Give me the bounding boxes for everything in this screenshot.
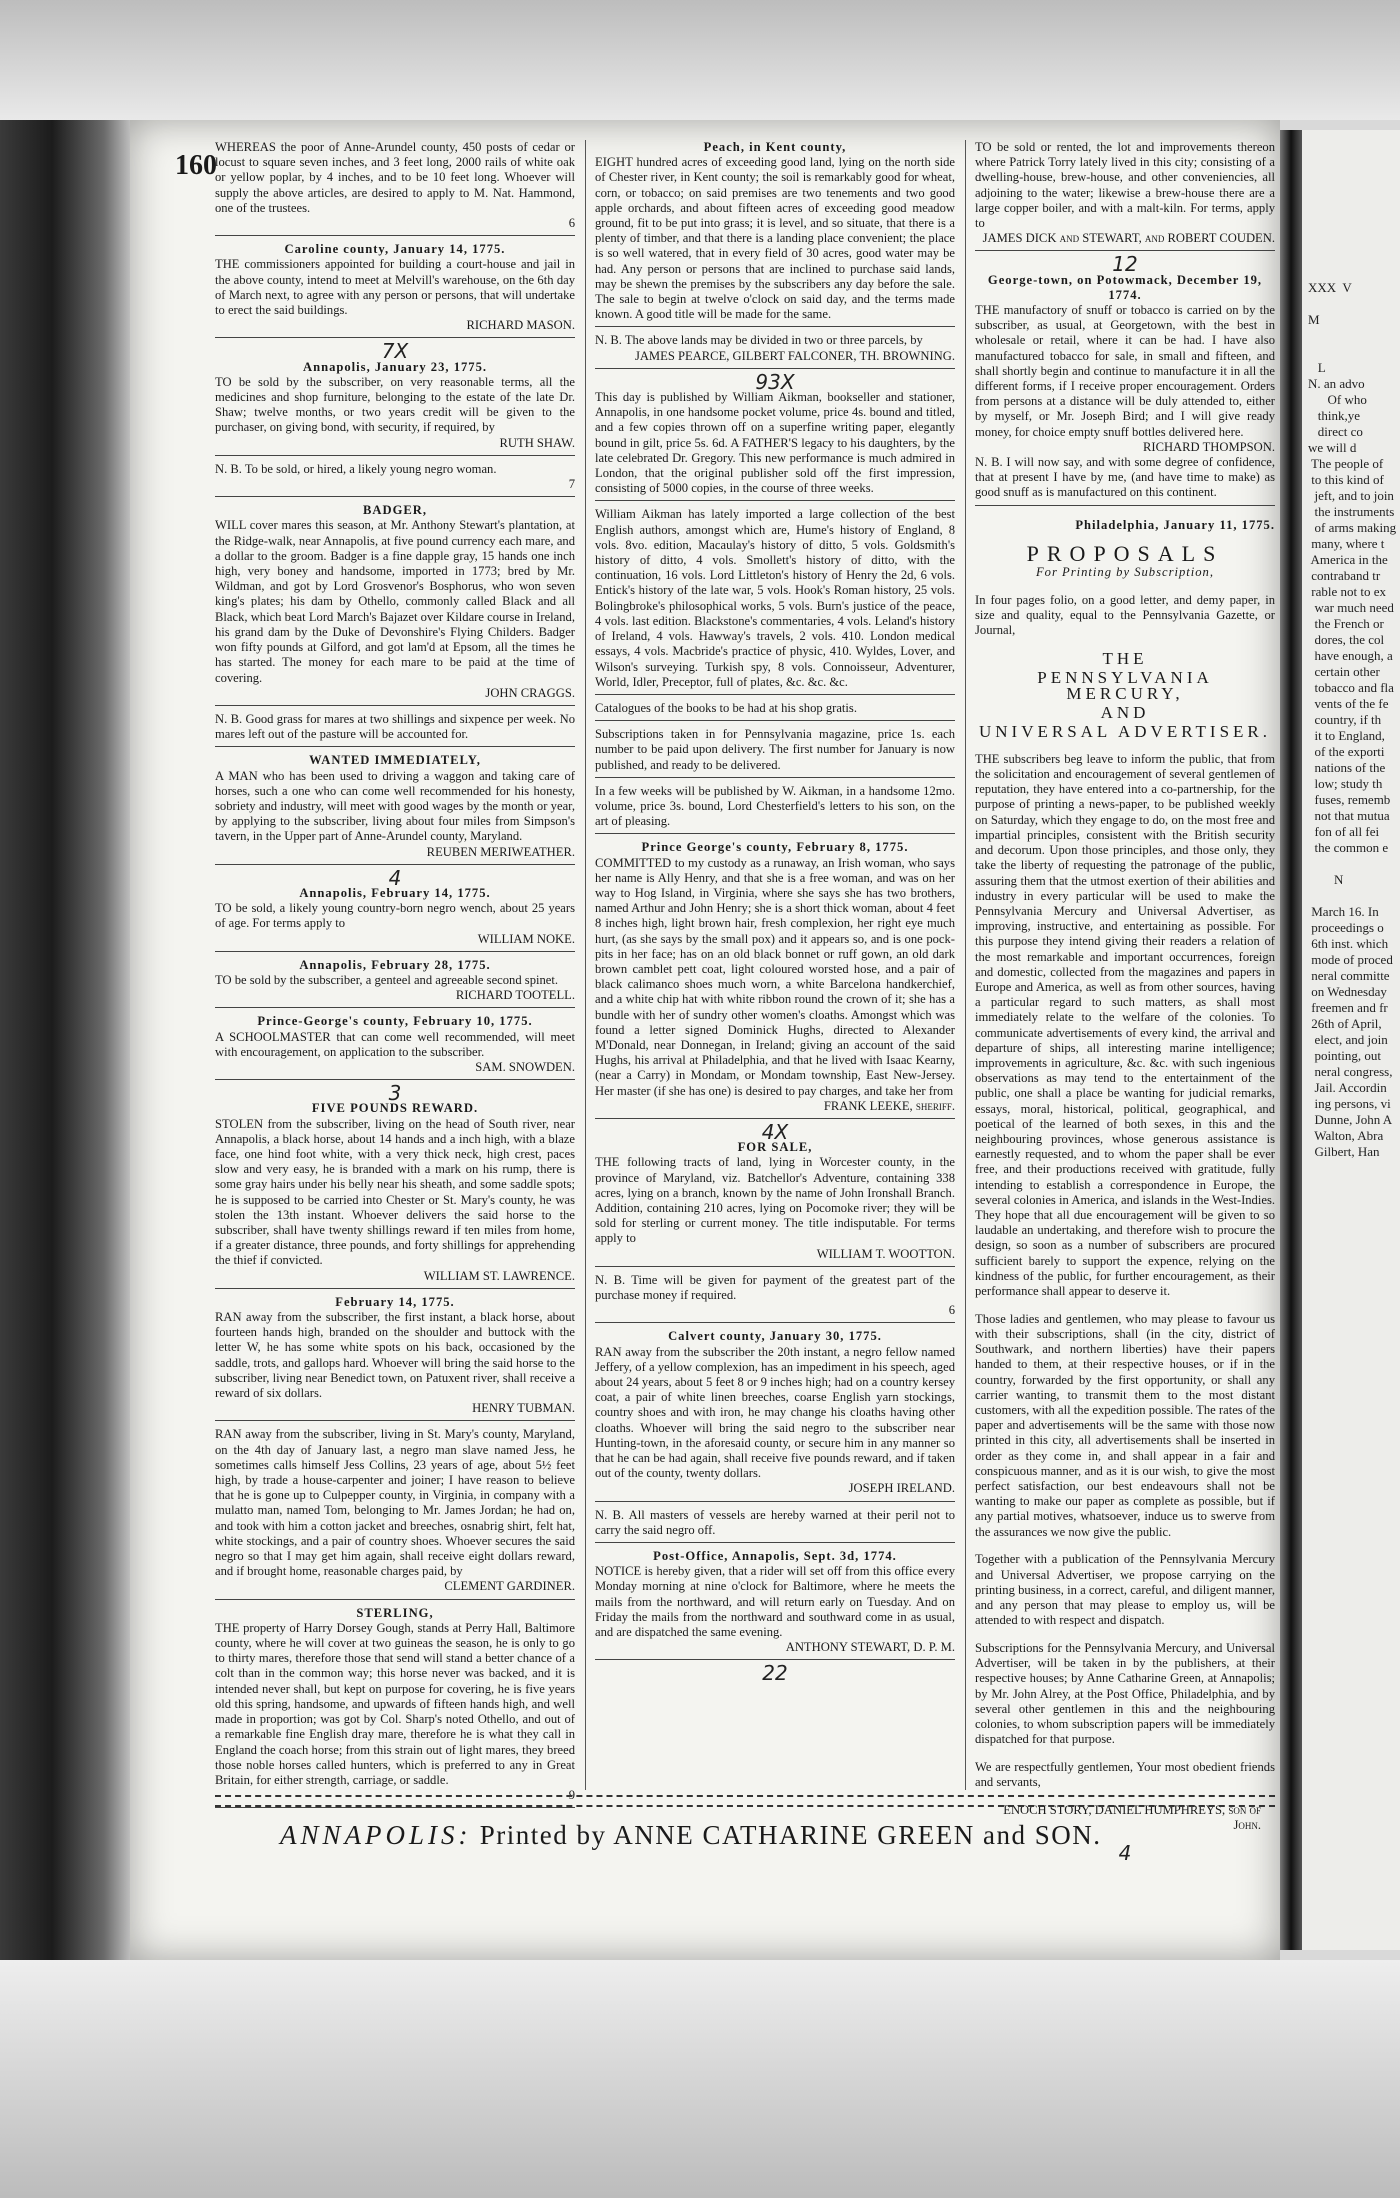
proposals-body: THE subscribers beg leave to inform the public, that from the solicitation and encouragement of several gentlemen of reputation, they have entered into a co-partnership, for the purpose of printing a news-paper, to be published weekly on Saturday, which they engage to do, on the most free and impartial principles, consistent with the British security and decorum. Upon those principles, and those only, they take the liberty of requesting the patronage of the public, assuring them that the utmost exertion of their abilities and industry in every particular will be used to make the Pennsylvania Mercury and Universal Advertiser, as improving, instructive, and entertaining as possible. For this purpose they intend giving their readers a relation of the most remarkable and important occurrences, foreign and domestic, collected from the magazines and papers in Europe and America, as well as from other sources, having a particular regard to such matters, as shall most immediately relate to the welfare of the colonies. To communicate advertisements of every kind, the arrival and departure of ships, all interesting marine intelligence; improvements in agriculture, &c. &c. with such ingenious observations as may tend to the entertainment of the public, one shall a place be wanting for judicial remarks, essays, moral, historical, political, geographical, and poetical of the learned of both sexes, in this and the neighbouring provinces, whose generous assistance is earnestly requested, and to whom the paper shall be ever free, and their productions received with gratitude, fully intending to establish a correspondence in Europe, the several colonies in America, and islands in the West-Indies. They hope that all due encouragement will be given to so laudable an undertaking, and therefore wish to procure the design, so soon as a number of subscribers are procured sufficient barely to support the expence, relying on the kindness of the public, for further encouragement, as their performance shall appear to deserve it. — [975, 751, 1275, 1298]
ad-text: STOLEN from the subscriber, living on the head of South river, near Annapolis, a black horse, about 14 hands and a inch high, with a blaze face, one hind foot white, with a very thick neck, high crest, paces slow and very easy, he is branded with a mark on his rump, there is some gray hairs under his belly near his sheath, and some saddle spots; he is supposed to be carried into Chester or St. Mary's county, he was stolen the 13th instant. Whoever delivers the said horse to the subscriber, shall have twenty shillings reward if ten miles from home, if a greater distance, three pounds, and forty shillings for apprehending the thief if convicted. — [215, 1116, 575, 1268]
ad-heading: Peach, in Kent county, — [703, 140, 847, 154]
column-1-ads — [215, 140, 575, 1808]
ad-text: NOTICE is hereby given, that a rider will set off from this office every Monday morning at nine o'clock for Baltimore, where he meets the mails from the northward, and will return early on Tuesday. And on Friday the mails from the northward and southward come in as usual, and are dispatched the same evening. — [595, 1564, 955, 1640]
ad-signature: WILLIAM NOKE. — [477, 931, 575, 946]
ad-heading: STERLING, — [356, 1605, 434, 1620]
ad-block — [595, 1549, 955, 1660]
ad-text: N. B. All masters of vessels are hereby warned at their peril not to carry the said negro off. — [595, 1507, 955, 1537]
ad-signature: RUTH SHAW. — [499, 435, 575, 450]
ornamental-border — [215, 1795, 1275, 1807]
ad-text: N. B. The above lands may be divided in two or three parcels, by — [595, 333, 923, 348]
ad-block — [975, 140, 1275, 251]
ad-block — [215, 712, 575, 747]
ad-block — [215, 462, 575, 497]
ad-block — [215, 1606, 575, 1809]
scan-top-shadow — [0, 0, 1400, 120]
ad-block — [215, 360, 575, 456]
proposals-body: Those ladies and gentlemen, who may please to favour us with their subscriptions, shall (in the city, district of Southwark, and northern liberties) have their papers handed to them, at their respective houses, or if in the country, forwarded by the first opportunity, or shall any carrier wanting, to transmit them to the most distant customers, with all the expedition possible. The rates of the paper and advertisements will be the same with those now printed in this city, all advertisements shall be inserted in order as they come in, and shall appear in a fair and conspicuous manner, and as it is our wish, to give the most perfect satisfaction, our best endeavours shall not be wanting to make our paper as complete as possible, but if any partial motives, whatsoever, induce us to swerve from the assurances we now give the public. — [975, 1311, 1275, 1539]
ad-signature: JOSEPH IRELAND. — [848, 1481, 955, 1496]
ad-signature: 9 — [568, 1788, 575, 1803]
ad-signature: RICHARD THOMPSON. — [1142, 439, 1275, 454]
ad-signature: SAM. SNOWDEN. — [475, 1059, 575, 1074]
ad-text: Catalogues of the books to be had at his shop gratis. — [595, 700, 857, 715]
ad-text: TO be sold, a likely young country-born negro wench, about 25 years of age. For terms apply to — [215, 901, 575, 931]
ad-text: TO be sold by the subscriber, a genteel and agreeable second spinet. — [215, 972, 559, 987]
ad-signature: ANTHONY STEWART, D. P. M. — [785, 1640, 955, 1655]
ad-text: RAN away from the subscriber the 20th instant, a negro fellow named Jeffery, of a yellow complexion, has an impediment in his speech, aged about 24 years, about 5 feet 8 or 9 inches high; had on a country kersey coat, a pair of white linen breeches, coarse English yarn stockings, country shoes and with iron, he may change his cloaths having other cloaths. Whoever will bring the said negro to the subscriber near Hunting-town, in the aforesaid county, or secure him in any manner so that he can be had again, shall receive five pounds reward, and if taken out of the county, twenty dollars. — [595, 1344, 955, 1481]
proposals-and: AND — [1100, 702, 1150, 722]
proposals-signatures: ENOCH STORY, DANIEL HUMPHREYS, son of John. — [1003, 1803, 1261, 1833]
column-1 — [215, 140, 575, 1803]
ad-signature: JOHN CRAGGS. — [485, 685, 575, 700]
ad-signature: WILLIAM ST. LAWRENCE. — [423, 1268, 575, 1283]
proposals-subtitle: For Printing by Subscription, — [1035, 565, 1215, 580]
scan-bottom-shadow — [0, 1960, 1400, 2198]
proposals-closing: We are respectfully gentlemen, Your most obedient friends and servants, — [975, 1760, 1275, 1790]
ad-block — [215, 503, 575, 706]
ad-heading: Prince George's county, February 8, 1775. — [641, 840, 909, 855]
ad-text: A MAN who has been used to driving a waggon and taking care of horses, such a one who can come well recommended for his honesty, sobriety and industry, will meet with good wages by the month or year, by applying to the subscriber, living about four miles from Simpson's tavern, in the Upper part of Anne-Arundel county, Maryland. — [215, 768, 575, 844]
ad-text: Subscriptions taken in for Pennsylvania magazine, price 1s. each number to be paid upon delivery. The first number for January is now published, and ready to be delivered. — [595, 727, 955, 772]
ad-text: This day is published by William Aikman, bookseller and stationer, Annapolis, in one handsome pocket volume, price 4s. bound and titled, and a few copies thrown off on a superfine writing paper, elegantly bound in gilt, price 5s. 6d. A FATHER'S legacy to his daughters, by the late celebrated Dr. Gregory. This new performance is much admired in London, that the original publisher sold off the first impression, consisting of 5000 copies, in the course of three weeks. — [595, 390, 955, 496]
ad-block — [595, 701, 955, 721]
ad-heading: Caroline county, January 14, 1775. — [284, 242, 506, 257]
handwritten-mark: 22 — [762, 1661, 788, 1686]
ad-text: EIGHT hundred acres of exceeding good land, lying on the north side of Chester river, in Kent county; the soil is remarkably good for wheat, corn, or tobacco; on said premises are two tenements and two good apple orchards, and about fifteen acres of exceeding good meadow ground, fit to be put into grass; it is level, and so situate, that there is a plenty of timber, and that there is a landing place convenient; the place is so well watered, that in every field of 30 acres, good water may be had. Any person or persons that are inclined to purchase said lands, may be shewn the premises by the subscribers any day before the sale. The sale to begin at twelve o'clock on said day, and the terms made known. A good title will be made for the same. — [595, 155, 955, 322]
ad-block — [215, 1295, 575, 1422]
handwritten-mark: 4 — [1118, 1841, 1132, 1866]
proposals-the: THE — [1102, 649, 1148, 669]
ad-block — [595, 333, 955, 368]
ad-text: THE commissioners appointed for building a court-house and jail in the above county, intend to meet at Melvill's warehouse, on the 6th day of March next, to agree with any person or persons, that will undertake to erect the said buildings. — [215, 257, 575, 318]
ad-heading: February 14, 1775. — [335, 1294, 455, 1309]
imprint-city: ANNAPOLIS: — [280, 1820, 472, 1850]
ad-block — [215, 1014, 575, 1080]
ad-block — [595, 1273, 955, 1324]
column-3 — [975, 140, 1275, 1866]
proposals-body: Subscriptions for the Pennsylvania Mercury, and Universal Advertiser, will be taken in by the publishers, at their respective houses; by Anne Catharine Green, at Annapolis; by Mr. John Alrey, at the Post Office, Philadelphia, and by several other gentlemen in this and the neighbouring colonies, to whom subscription papers will be immediately dispatched for that purpose. — [975, 1641, 1275, 1747]
ad-heading: FOR SALE, — [737, 1140, 813, 1155]
ad-text: WILL cover mares this season, at Mr. Anthony Stewart's plantation, at the Ridge-walk, near Annapolis, at five pound currency each mare, and a dollar to the groom. Badger is a fine dapple gray, 15 hands one inch high, very boney and handsome, imported in 1773; bred by Mr. Wildman, and got by Lord Grosvenor's Bosphorus, who won seven king's plates; his dam by Othello, commonly called Black and all Black, which beat Lord March's Bajazet over Kildare course in Ireland, his grand dam by the Duke of Devonshire's Flying Childers. Badger won fifty pounds at Gilford, and got lam'd at Epsom, all the times he has started. The money for each mare to be paid at the time of covering. — [215, 518, 575, 685]
ad-heading: Calvert county, January 30, 1775. — [668, 1329, 882, 1344]
ad-heading: Annapolis, February 14, 1775. — [299, 885, 491, 900]
ad-text: THE property of Harry Dorsey Gough, stands at Perry Hall, Baltimore county, where he will cover at two guineas the season, he is only to go to thirty mares, therefore those that send will stand a better chance of a colt than in the common way; this horse never was backed, and it is intended never shall, but kept on purpose for covering, he is five years old this spring, handsome, and upwards of fifteen hands high, and well made in proportion; was got by Col. Sharp's noted Othello, and out of a remarkable fine English dray mare, therefore he is what they call in England the coach horse; from this strain out of light mares, they breed those noble horses called hunters, which is preferred to any in Great Britain, for either strength, carriage, or saddle. — [215, 1620, 575, 1787]
ad-text: RAN away from the subscriber, the first instant, a black horse, about fourteen hands high, branded on the shoulder and buttock with the letter W, he has some white spots on his back, occasioned by the saddle, trots, and gallops hard. Whoever will bring the said horse to the subscriber, living near Benedict town, on Patuxent river, shall receive a reward of six dollars. — [215, 1310, 575, 1401]
page-number: 160 — [175, 150, 217, 181]
imprint — [280, 1820, 1101, 1851]
ad-signature: WILLIAM T. WOOTTON. — [816, 1246, 955, 1261]
proposals-title: PROPOSALS — [1026, 541, 1224, 567]
ad-block — [595, 840, 955, 1119]
ad-block — [595, 140, 955, 327]
proposals-body: Together with a publication of the Pennsylvania Mercury and Universal Advertiser, we propose carrying on the printing business, in a correct, careful, and diligent manner, and any person that may please to employ us, will be attended to with respect and dispatch. — [975, 1552, 1275, 1628]
ad-block — [595, 727, 955, 778]
ad-block — [595, 507, 955, 694]
ad-signature: RICHARD MASON. — [466, 318, 575, 333]
right-spine-shadow — [1280, 130, 1302, 1950]
ad-block — [595, 1508, 955, 1543]
ad-text: TO be sold or rented, the lot and improvements thereon where Patrick Torry lately lived in this city; consisting of a dwelling-house, brew-house, and other conveniencies, all adjoining to the water; likewise a brew-house there are a large copper boiler, and with a malt-kiln. For terms, apply to — [975, 140, 1275, 231]
next-page-fragment — [1302, 130, 1400, 1950]
ad-signature: 6 — [948, 1303, 955, 1318]
ad-signature: FRANK LEEKE, sheriff. — [823, 1098, 955, 1113]
ad-signature: REUBEN MERIWEATHER. — [426, 844, 575, 859]
left-spine-shadow — [0, 120, 130, 1960]
ad-heading: Annapolis, February 28, 1775. — [299, 957, 491, 972]
ad-text: WHEREAS the poor of Anne-Arundel county, 450 posts of cedar or locust to square seven inches, and 3 feet long, 2000 rails of white oak or yellow poplar, by 4 inches, and to be 10 feet long. Whoever will supply the above articles, are desired to apply to M. Nat. Hammond, one of the trustees. — [215, 140, 575, 215]
ad-signature: HENRY TUBMAN. — [472, 1401, 575, 1416]
ad-block — [595, 1140, 955, 1267]
handwritten-mark: 7X — [381, 339, 409, 364]
ad-block — [215, 1101, 575, 1288]
ad-text: THE following tracts of land, lying in Worcester county, in the province of Maryland, viz. Batchellor's Adventure, containing 338 acres, lying on a branch, known by the name of John Ironshall Branch. Addition, containing 210 acres, lying on Pocomoke river; they will be sold for sterling or current money. The title indisputable. For terms apply to — [595, 1155, 955, 1246]
proposals-paper-name-1: PENNSYLVANIA MERCURY, — [1037, 668, 1213, 703]
ad-block — [215, 140, 575, 236]
ad-heading: Annapolis, January 23, 1775. — [302, 359, 488, 374]
ad-heading: Post-Office, Annapolis, Sept. 3d, 1774. — [653, 1549, 897, 1564]
ad-block — [595, 390, 955, 501]
ad-block — [595, 1329, 955, 1501]
ad-heading: BADGER, — [362, 503, 428, 518]
ad-text: COMMITTED to my custody as a runaway, an Irish woman, who says her name is Ally Henry, and that she is a free woman, and was on her way to Hog Island, in Virginia, where she says she has two brothers, named Arthur and John Henry; she is a short thick woman, about 4 feet 8 inches high, light brown hair, fresh complexion, her right eye much hurt, (as she says by the small pox) and it appears so, and is one pock-pits in her face; has on an old black bonnet or ruff gown, an old dark brown camblet pett coat, light coloured worsted hose, and a pair of black calimanco shoes much worn, a white Barcelona handkerchief, and a white chip hat with white ribbon round the crown of it; she has a bundle with her of sundry other women's cloaths. Amongst which was found a letter signed Dominick Hughs, directed to Alexander M'Donald, near Donnegan, in Ireland; giving an account of the said Hughs, his arrival at Philadelphia, and that he lived with Isaac Kearny, (near a Carry) in Mondam, or Mondam township, East New-Jersey. Her master (if she has one) is desired to pay charges, and take her from — [595, 855, 955, 1098]
ad-text: THE manufactory of snuff or tobacco is carried on by the subscriber, as usual, at Georgetown, with the best in wholesale or retail, where it can be had. I have also manufactured tobacco for sale, in small and fifteen, and shall shortly begin and continue to manufacture it in all the different forms, if I receive proper encouragement. Orders from persons at a distance will be duly attended to, either by myself, or Mr. Joseph Bird; and I will give ready money, for choice empty snuff bottles delivered here. — [975, 303, 1275, 439]
proposals-description: In four pages folio, on a good letter, and demy paper, in size and quality, equal to the Pennsylvania Gazette, or Journal, — [975, 593, 1275, 638]
imprint-printer: Printed by ANNE CATHARINE GREEN and SON. — [479, 1820, 1102, 1850]
ad-heading: FIVE POUNDS REWARD. — [311, 1101, 479, 1116]
column-2-ads — [595, 140, 955, 1686]
ad-text: N. B. Good grass for mares at two shillings and sixpence per week. No mares left out of the pasture will be accounted for. — [215, 711, 575, 742]
handwritten-mark: 3 — [388, 1081, 402, 1106]
ad-signature: JAMES DICK and STEWART, and ROBERT COUDEN. — [982, 231, 1275, 246]
ad-text: RAN away from the subscriber, living in St. Mary's county, Maryland, on the 4th day of January last, a negro man slave named Jess, he sometimes calls himself Jess Collins, 23 years of age, about 5½ feet high, by trade a house-carpenter and joiner; I have reason to believe that he is gone up to Culpepper county, in Virginia, in company with a mulatto man, named Tom, belonging to Mr. James Jordan; he had on, and took with him a cotton jacket and breeches, osnabrig shirt, felt hat, white stockings, and a pair of country shoes. Whoever secures the said negro so that I may get him again, shall receive eight dollars reward, and if brought home, reasonable charges paid, by — [215, 1427, 575, 1579]
ad-block — [595, 784, 955, 835]
ad-heading: George-town, on Potowmack, December 19, 1774. — [987, 272, 1263, 302]
ad-block — [215, 958, 575, 1009]
handwritten-mark: 93X — [755, 369, 795, 394]
proposals-dateline: Philadelphia, January 11, 1775. — [1075, 518, 1275, 533]
ad-signature: 6 — [568, 216, 575, 231]
ad-text: TO be sold by the subscriber, on very reasonable terms, all the medicines and shop furniture, belonging to the estate of the late Dr. Shaw; twelve months, or two years credit will be given to the purchaser, on giving bond, with security, if required, by — [215, 374, 575, 435]
ad-text: N. B. Time will be given for payment of the greatest part of the purchase money if required. — [595, 1272, 955, 1303]
ad-text: N. B. I will now say, and with some degree of confidence, that at present I have by me, (and have time to make) as good snuff as is manufactured on this continent. — [975, 455, 1275, 500]
ad-text: William Aikman has lately imported a large collection of the best English authors, amongst which are, Hume's history of England, 8 vols. 8vo. edition, Macaulay's history of ditto, 5 vols. Goldsmith's history of ditto, 4 vols. Smollett's history of ditto, with the continuation, 16 vols. Lord Littleton's history of Henry the 2d, 6 vols. Entick's history of the late war, 5 vols. Hook's Roman history, 25 vols. Bolingbroke's philosophical works, 5 vols. Burn's justice of the peace, 4 vols. last edition. Blackstone's commentaries, 4 vols. Leland's history of Ireland, 4 vols. Hawway's travels, 2 vols. 410. London medical essays, 4 vols. Macbride's practice of physic, 410. Wyldes, Lover, and Wilson's surveying. Turkish spy, 8 vols. Connoisseur, Adventurer, World, Idler, Preceptor, full of plates, &c. &c. &c. — [595, 507, 955, 689]
next-page-text: XXX V M L N. an advo Of who think,ye direct co we will d The people of to this kind of jeft, and to join the instruments of arms making many, where t America in the contraband tr rable not to ex war much need the French or dores, the col have enough, a certain other tobacco and fla vents of the fe country, if th it to England, of the exporti nations of the low; study th fuses, rememb not that mutua fon of all fei the common e N March 16. In proceedings o 6th inst. which mode of proced neral committe on Wednesday freemen and fr 26th of April, elect, and join pointing, out neral congress, Jail. Accordin ing persons, vi Dunne, John A Walton, Abra Gilbert, Han — [1308, 280, 1397, 1159]
column-rule — [965, 140, 966, 1790]
ad-heading: WANTED IMMEDIATELY, — [309, 753, 481, 768]
handwritten-mark: 4 — [388, 865, 402, 890]
ad-signature: JAMES PEARCE, GILBERT FALCONER, TH. BROWNING. — [634, 348, 955, 363]
ad-text: N. B. To be sold, or hired, a likely young negro woman. — [215, 461, 497, 476]
ad-heading: Prince-George's county, February 10, 1775. — [257, 1014, 533, 1029]
ad-text: In a few weeks will be published by W. Aikman, in a handsome 12mo. volume, price 3s. bound, Lord Chesterfield's letters to his son, on the art of pleasing. — [595, 783, 955, 829]
column-2 — [595, 140, 955, 1790]
proposals-paper-name-2: UNIVERSAL ADVERTISER. — [978, 722, 1272, 742]
ad-block — [215, 1427, 575, 1599]
column-rule — [585, 140, 586, 1790]
ad-block — [975, 273, 1275, 506]
ad-signature: 7 — [568, 477, 575, 492]
ad-text: A SCHOOLMASTER that can come well recommended, will meet with encouragement, on application to the subscriber. — [215, 1029, 575, 1059]
handwritten-mark: 12 — [1112, 252, 1138, 277]
ad-block — [215, 886, 575, 952]
ad-block — [215, 753, 575, 864]
ad-block — [215, 242, 575, 338]
ad-signature: RICHARD TOOTELL. — [455, 988, 575, 1003]
handwritten-mark: 4X — [761, 1119, 789, 1144]
ad-signature: CLEMENT GARDINER. — [444, 1579, 575, 1594]
